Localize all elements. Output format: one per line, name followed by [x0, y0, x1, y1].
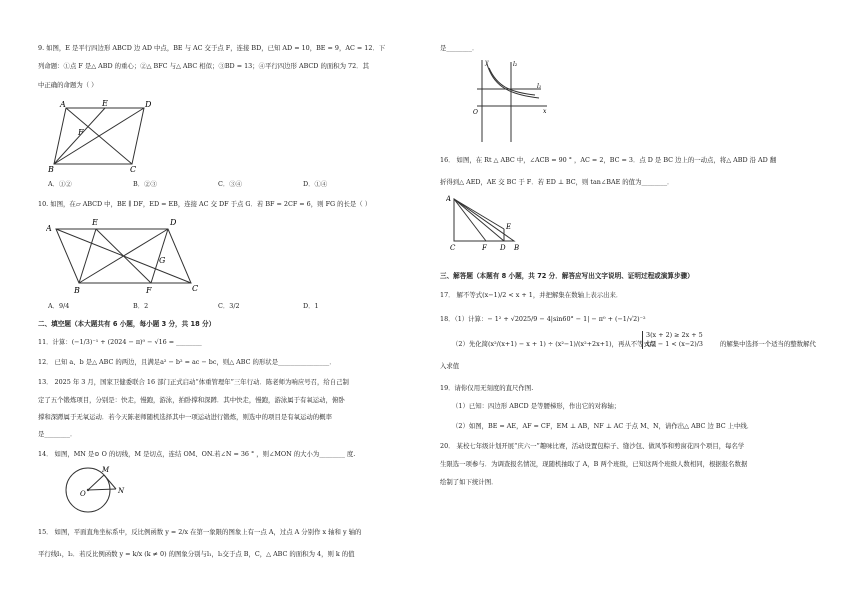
q18-part1: 18．（1）计算：− 1² + √2025/9 − 4|sin60° − 1| − π⁰ + (−1/√2)⁻² [440, 315, 646, 323]
q9-stem-line2: 列命题：①点 F 是△ ABD 的重心；②△ BFC 与△ ABC 相似；③BD = 13；④平行四边形 ABCD 的面积为 72．其 [38, 62, 369, 70]
q14-segment-on [88, 489, 116, 490]
section-fill-in-heading: 二、填空题（本大题共有 6 小题，每小题 3 分，共 18 分） [38, 320, 216, 328]
q10-diagonal-bd [79, 229, 168, 283]
q15-label-l2: l₂ [513, 61, 518, 68]
q14-center-point [87, 489, 89, 491]
q9-stem-line3: 中正确的命题为（ ） [38, 81, 98, 89]
q16-segment-ad [454, 199, 504, 241]
q12-text: 12． 已知 a、b 是△ ABC 的两边，且满足a² − b² = ac − bc，则△ ABC 的形状是________________． [38, 358, 336, 366]
q14-label-n: N [118, 487, 125, 495]
q15-label-x: x [543, 108, 547, 115]
q9-label-e: E [102, 99, 108, 108]
q9-label-d: D [145, 100, 152, 109]
q9-option-b[interactable]: B．②③ [133, 180, 157, 188]
section-answer-heading: 三、解答题（本题有 8 小题，共 72 分．解答应写出文字说明、证明过程或演算步骤） [440, 272, 694, 280]
q9-stem-line1: 9. 如图，E 是平行四边形 ABCD 边 AD 中点，BE 与 AC 交于点 F，连接 BD，已知 AD = 10，BE = 9，AC = 12．下 [38, 44, 386, 52]
q11-text: 11．计算：(−1/3)⁻¹ + (2024 − π)⁰ − √16 = ________ [38, 338, 202, 346]
q15-line2: 平行线l₁，l₂．若反比例函数 y = k/x (k ≠ 0) 的图象分别与l₁，l₂交于点 B，C，△ ABC 的面积为 4，则 k 的值 [38, 550, 355, 558]
q15-hyperbola-figure [465, 56, 555, 146]
q16-label-d: D [500, 244, 506, 252]
q18-part2-line3: 入求值 [440, 362, 460, 370]
q10-label-b: B [74, 286, 80, 295]
q10-label-a: A [46, 224, 52, 233]
q18-system-line1: 3(x + 2) ≥ 2x + 5 [646, 331, 703, 339]
q16-triangle-figure [446, 193, 526, 255]
q9-label-f: F [78, 128, 84, 137]
q18-part2-lead: （2）先化简(x²/(x+1) − x + 1) ÷ (x²−1)/(x²+2x+1)，再从不等式组 [452, 340, 657, 348]
q10-parallelogram-figure [46, 213, 206, 295]
q9-option-a[interactable]: A．①② [48, 180, 72, 188]
q10-option-a[interactable]: A．9/4 [48, 302, 70, 310]
q19-line2: （1）已知：四边形 ABCD 是等腰梯形，作出它的对称轴； [452, 402, 621, 410]
q10-label-f: F [146, 286, 152, 295]
q9-option-d[interactable]: D．①④ [303, 180, 328, 188]
q16-segment-ae [454, 199, 504, 229]
q15-label-y: y [485, 59, 489, 66]
q9-option-c[interactable]: C．③④ [218, 180, 243, 188]
q10-label-c: C [192, 284, 199, 293]
q15-label-l1: l₁ [537, 83, 542, 90]
q20-line3: 绘制了如下统计图． [440, 478, 498, 486]
q18-inequality-system [642, 331, 703, 349]
q19-line1: 19．请你仅用无刻度的直尺作图. [440, 384, 534, 392]
q14-label-o: O [80, 490, 86, 498]
q10-stem: 10. 如图，在▱ ABCD 中，BE ∥ DF，ED = EB，连接 AC 交 DF 于点 G．若 BF = 2CF = 6，则 FG 的长是（ ） [38, 200, 372, 208]
q15-label-o: O [473, 109, 478, 116]
q20-line2: 生限选一项参与．为调查报名情况，现随机抽取了 A，B 两个班级，已知这两个班级人数相同，根据报名数据 [440, 460, 748, 468]
q16-label-e: E [506, 223, 512, 231]
q16-label-c: C [450, 244, 456, 252]
q9-diagonal-bd [54, 108, 144, 164]
q9-label-a: A [60, 100, 66, 109]
q9-label-b: B [48, 165, 54, 173]
q13-line2: 定了五个锻炼项目，分别是：快走，慢跑，游泳，拍卧撑和深蹲．其中快走，慢跑，游泳属于有氧运动，俯卧 [38, 396, 345, 404]
q16-triangle-abc [454, 199, 514, 241]
q16-line1: 16． 如图，在 Rt △ ABC 中，∠ACB = 90 ° ，AC = 2，BC = 3．点 D 是 BC 边上的一动点，将△ ABD 沿 AD 翻 [440, 156, 777, 164]
q15-line1: 15． 如图，平面直角坐标系中，反比例函数 y = 2/x 在第一象限的图象上有一点 A，过点 A 分别作 x 轴和 y 轴的 [38, 528, 362, 536]
q14-circle-figure [58, 460, 138, 515]
q10-label-d: D [170, 218, 177, 227]
q20-line1: 20． 某校七年级计划开展“庆六一”趣味比赛，活动设置包粽子、缝沙包、做风筝和剪窗花四个项目，每名学 [440, 442, 745, 450]
q16-label-b: B [514, 244, 520, 252]
q10-segment-be [79, 229, 96, 283]
q16-label-f: F [482, 244, 487, 252]
q10-option-d[interactable]: D．1 [303, 302, 319, 310]
q16-segment-af [454, 199, 486, 241]
q10-label-e: E [92, 218, 98, 227]
q14-radius-om [88, 475, 104, 490]
q18-part2-tail: 的解集中选择一个适当的整数解代 [720, 340, 816, 348]
q10-option-b[interactable]: B．2 [133, 302, 149, 310]
q10-option-c[interactable]: C．3/2 [218, 302, 240, 310]
q9-parallelogram-figure [48, 98, 178, 173]
q18-system-line2: x/2 − 1 < (x−2)/3 [646, 340, 703, 348]
q14-label-m: M [102, 466, 110, 474]
q15-tail: 是________． [440, 44, 479, 52]
q10-label-g: G [159, 256, 166, 265]
q13-line4: 是________． [38, 430, 77, 438]
q13-line3: 撑和深蹲属于无氧运动．若今天陈老师随机选择其中一项运动进行锻炼，则选中的项目是有氧运动的概率 [38, 413, 332, 421]
q9-label-c: C [130, 165, 137, 173]
q17-text: 17． 解不等式(x−1)/2 < x + 1，并把解集在数轴上表示出来． [440, 291, 623, 299]
q16-line2: 折得到△ AED，AE 交 BC 于 F．若 ED ⊥ BC，则 tan∠BAE 的值为________． [440, 178, 674, 186]
q19-line3: （2）如图，BE = AE，AF = CF，EM ⊥ AB，NF ⊥ AC 于点 M、N，请作出△ ABC 边 BC 上中线． [452, 422, 754, 430]
q14-stem: 14． 如图，MN 是⊙ O 的切线，M 是切点，连结 OM、ON.若∠N = 36 ° ，则∠MON 的大小为________ 度. [38, 450, 356, 458]
q13-line1: 13． 2025 年 3 月，国家卫健委联合 16 部门正式启动“体重管理年”三年行动．陈老师为响应号召，给自己制 [38, 378, 349, 386]
q16-label-a: A [446, 195, 452, 203]
